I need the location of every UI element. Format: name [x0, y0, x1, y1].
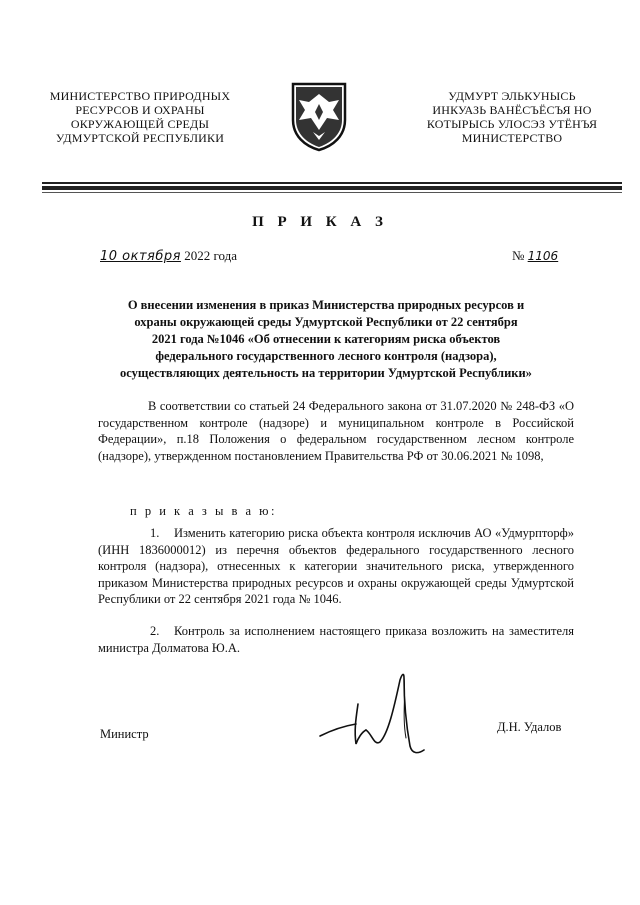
header-line: ОКРУЖАЮЩЕЙ СРЕДЫ [70, 117, 210, 131]
handwritten-number: 1106 [527, 249, 559, 263]
date-year: 2022 года [180, 248, 237, 263]
handwritten-signature [318, 668, 438, 764]
item-text: Контроль за исполнением настоящего приказа возложить на заместителя министра Долматова Ю.А. [98, 624, 574, 655]
ministry-name-russian [40, 89, 240, 145]
document-title: П Р И К А З [252, 214, 388, 230]
header-line: УДМУРТ ЭЛЬКУНЫСЬ [448, 89, 576, 103]
preamble-paragraph: В соответствии со статьей 24 Федерального закона от 31.07.2020 № 248-ФЗ «О государственном контроле (надзоре) и муниципальном контроле в Российской Федерации», п.18 Положения о федеральном государственном лесном контроле (надзоре), утвержденном постановлением Правительства РФ от 30.06.2021 № 1098, [98, 399, 574, 463]
subject-line: осуществляющих деятельность на территории Удмуртской Республики» [120, 366, 532, 380]
document-date [100, 248, 237, 264]
udmurt-coat-of-arms-icon [287, 80, 351, 152]
document-number [512, 248, 558, 264]
header-line: РЕСУРСОВ И ОХРАНЫ [75, 103, 205, 117]
header-divider [42, 182, 622, 184]
header-divider [42, 192, 622, 193]
header-line: МИНИСТЕРСТВО ПРИРОДНЫХ [49, 89, 231, 103]
order-item [98, 623, 574, 656]
item-text: Изменить категорию риска объекта контроля исключив АО «Удмурпторф» (ИНН 1836000012) из перечня объектов федерального государственного лесного контроля (надзора), отнесенных к категории значительного риска, утвержденного приказом Министерства природных ресурсов и охраны окружающей среды Удмуртской Республики от 22 сентября 2021 года № 1046. [98, 526, 574, 606]
document-subject [96, 297, 556, 382]
signer-position: Министр [100, 727, 149, 741]
signer-name: Д.Н. Удалов [497, 720, 562, 734]
handwritten-date: 10 октября [100, 249, 181, 264]
header-line: ИНКУАЗЬ ВАНЁСЪЁСЪЯ НО [432, 103, 592, 117]
subject-line: О внесении изменения в приказ Министерства природных ресурсов и [127, 298, 525, 312]
subject-line: 2021 года №1046 «Об отнесении к категориям риска объектов [151, 332, 501, 346]
number-prefix: № [512, 248, 528, 263]
order-item [98, 525, 574, 608]
header-line: МИНИСТЕРСТВО [461, 131, 563, 145]
subject-line: охраны окружающей среды Удмуртской Республики от 22 сентября [134, 315, 518, 329]
subject-line: федерального государственного лесного контроля (надзора), [155, 349, 497, 363]
header-line: УДМУРТСКОЙ РЕСПУБЛИКИ [55, 131, 225, 145]
order-word: п р и к а з ы в а ю: [130, 504, 277, 518]
ministry-name-udmurt [396, 89, 628, 145]
item-number: 2. [150, 624, 160, 638]
header-line: КОТЫРЫСЬ УЛОСЭЗ УТЁНЪЯ [426, 117, 598, 131]
header-divider [42, 186, 622, 190]
item-number: 1. [150, 526, 160, 540]
